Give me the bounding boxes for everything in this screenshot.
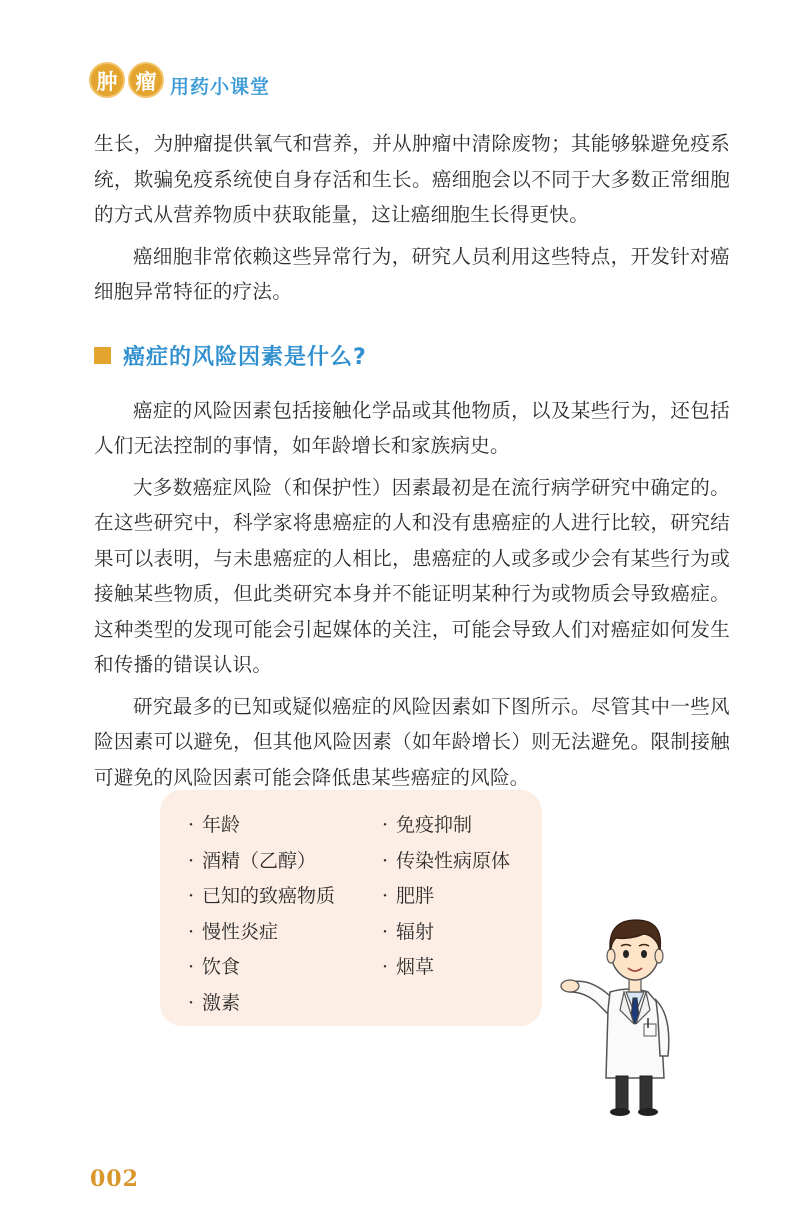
risk-list-left <box>188 808 335 1021</box>
section-heading-text: 癌症的风险因素是什么? <box>123 344 367 370</box>
risk-item: · 酒精（乙醇） <box>188 849 317 872</box>
risk-item: · 免疫抑制 <box>382 814 473 836</box>
risk-item: · 传染性病原体 <box>382 849 511 872</box>
paragraph-5: 研究最多的已知或疑似癌症的风险因素如下图所示。尽管其中一些风险因素可以避免，但其他风险因素（如年龄增长）则无法避免。限制接触可避免的风险因素可能会降低患某些癌症的风险。 <box>94 694 730 789</box>
header-badge-1: 肿 <box>89 62 125 98</box>
header-subtitle: 用药小课堂 <box>170 75 271 98</box>
book-header <box>89 58 270 102</box>
risk-list-right <box>382 808 510 986</box>
risk-item: · 年龄 <box>188 814 241 836</box>
page-number: 002 <box>90 1166 139 1192</box>
risk-item: · 激素 <box>188 991 241 1014</box>
risk-item: · 慢性炎症 <box>188 920 279 943</box>
risk-item: · 饮食 <box>188 956 241 978</box>
risk-item: · 已知的致癌物质 <box>188 885 336 907</box>
risk-factor-box <box>160 790 542 1026</box>
section-heading <box>94 340 730 371</box>
risk-item: · 肥胖 <box>382 885 435 907</box>
header-badge-2: 瘤 <box>128 62 164 98</box>
paragraph-3: 癌症的风险因素包括接触化学品或其他物质，以及某些行为，还包括人们无法控制的事情，如年龄增长和家族病史。 <box>94 398 730 457</box>
section-square-icon <box>94 347 111 364</box>
paragraph-4: 大多数癌症风险（和保护性）因素最初是在流行病学研究中确定的。在这些研究中，科学家将患癌症的人和没有患癌症的人进行比较，研究结果可以表明，与未患癌症的人相比，患癌症的人或多或少会有某些行为或接触某些物质，但此类研究本身并不能证明某种行为或物质会导致癌症。这种类型的发现可能会引起媒体的关注，可能会导致人们对癌症如何发生和传播的错误认识。 <box>94 475 730 676</box>
paragraph-1: 生长，为肿瘤提供氧气和营养，并从肿瘤中清除废物；其能够躲避免疫系统，欺骗免疫系统使自身存活和生长。癌细胞会以不同于大多数正常细胞的方式从营养物质中获取能量，这让癌细胞生长得更快。 <box>94 132 730 226</box>
doctor-illustration <box>560 906 700 1118</box>
risk-item: · 辐射 <box>382 920 435 943</box>
page-content <box>94 126 730 795</box>
paragraph-2: 癌细胞非常依赖这些异常行为，研究人员利用这些特点，开发针对癌细胞异常特征的疗法。 <box>94 244 730 303</box>
risk-item: · 烟草 <box>382 956 435 978</box>
